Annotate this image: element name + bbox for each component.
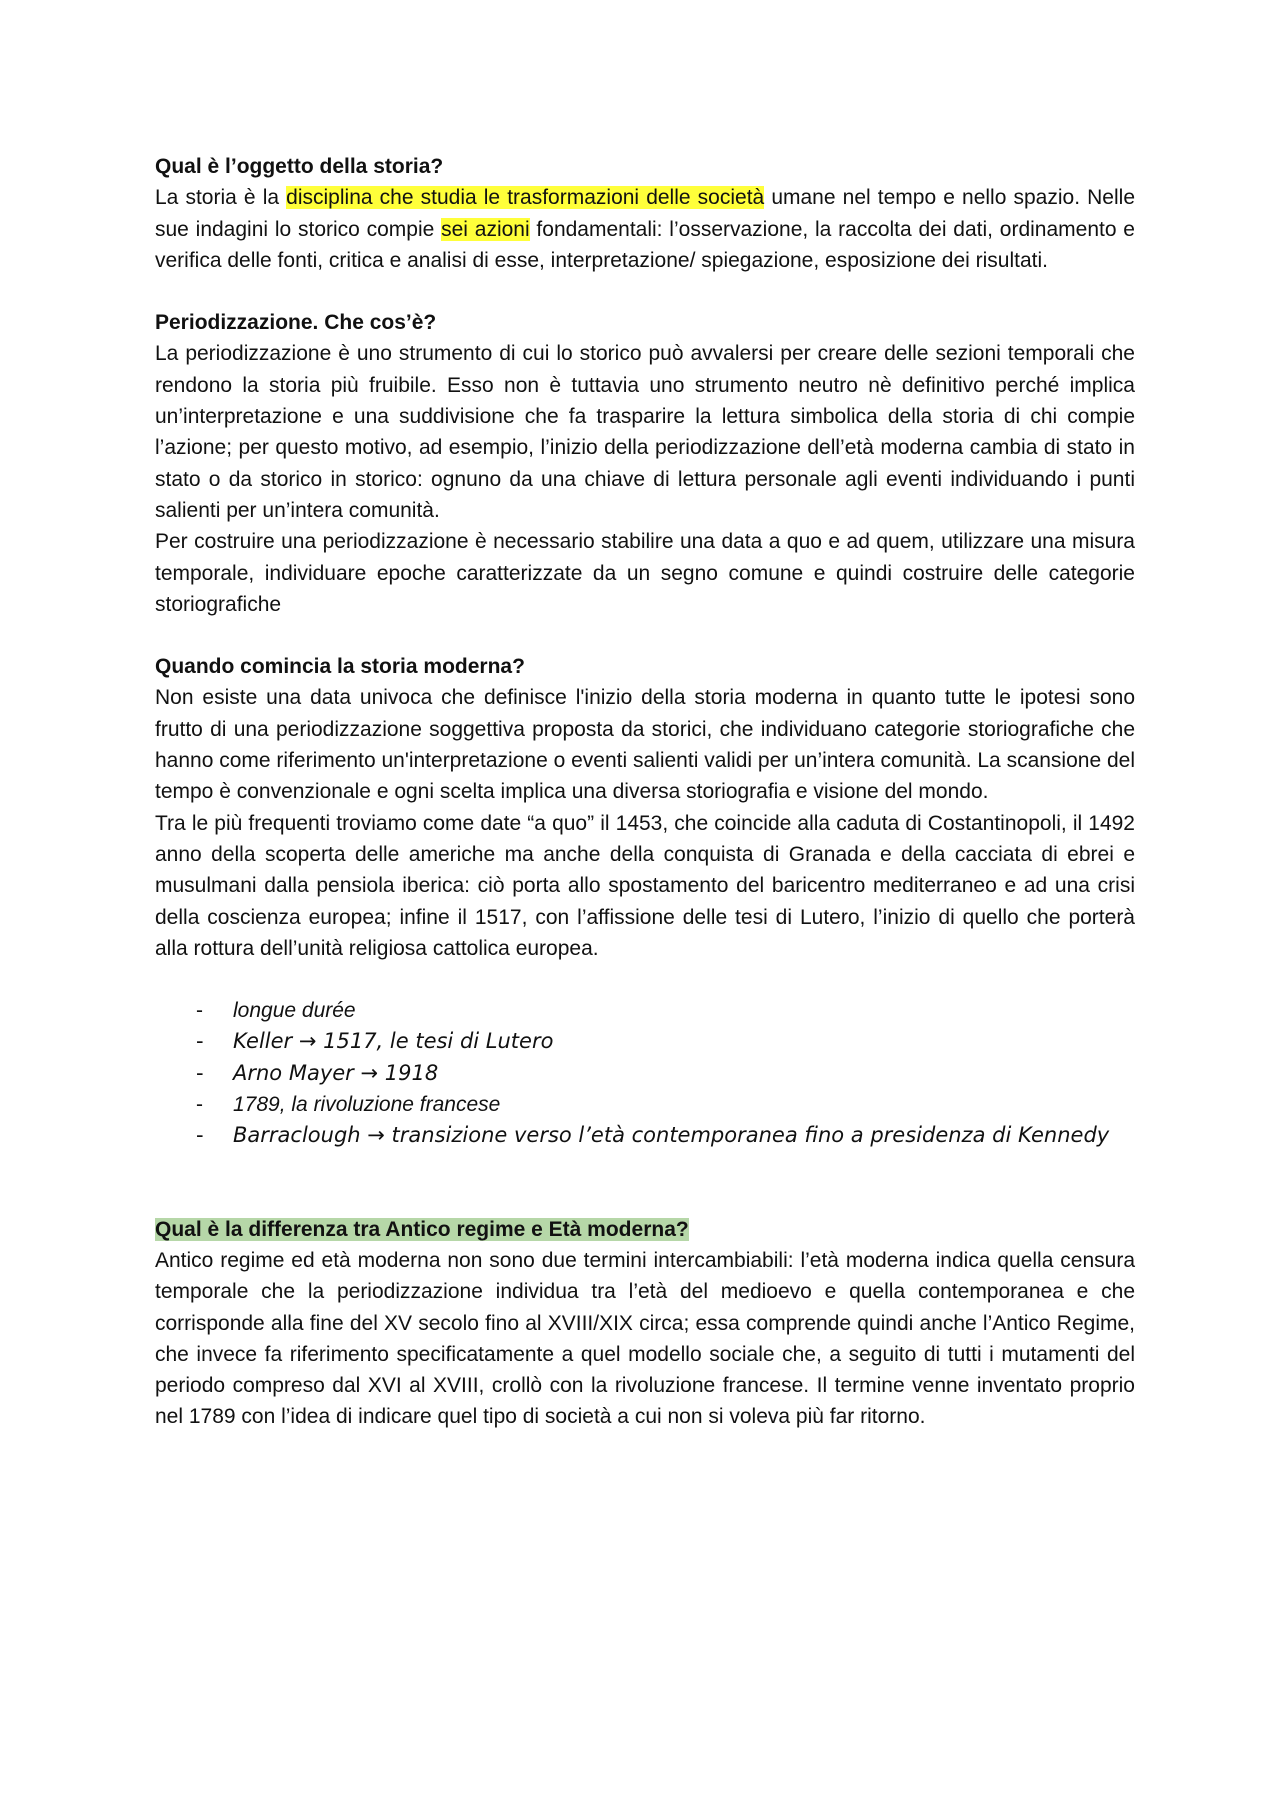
- list-item: - longue durée: [233, 995, 1135, 1026]
- list-item: - Barraclough → transizione verso l’età contemporanea fino a presidenza di Kennedy: [233, 1120, 1135, 1151]
- section-heading-oggetto-storia: Qual è l’oggetto della storia?: [155, 155, 444, 178]
- document-page: [155, 151, 1135, 1433]
- text-run: umane nel tempo e nello spazio. Nelle sue indagini lo storico compie: [155, 186, 1135, 241]
- section-heading-periodizzazione: Periodizzazione. Che cos’è?: [155, 311, 437, 335]
- highlight-disciplina: disciplina che studia le trasformazioni delle società: [286, 186, 765, 210]
- paragraph-periodizzazione-1: La periodizzazione è uno strumento di cui lo storico può avvalersi per creare delle sezioni temporali che rendono la storia più fruibile. Esso non è tuttavia uno strumento neutro nè definitivo perché implica un’interpretazione e una suddivisione che fa trasparire la lettura simbolica della storia di chi compie l’azione; per questo motivo, ad esempio, l’inizio della periodizzazione dell’età moderna cambia di stato in stato o da storico in storico: ognuno da una chiave di lettura personale agli eventi individuando i punti salienti per un’intera comunità.: [155, 342, 1135, 522]
- list-item: - Arno Mayer → 1918: [233, 1058, 1135, 1089]
- text-run: La storia è la: [155, 186, 287, 210]
- text-run: fondamentali: l’osservazione, la raccolta dei dati, ordinamento e verifica delle fonti, critica e analisi di esse, interpretazione/ spiegazione, esposizione dei risultati.: [155, 217, 1135, 272]
- paragraph-antico-regime: Antico regime ed età moderna non sono due termini intercambiabili: l’età moderna indica quella censura temporale che la periodizzazione individua tra l’età del medioevo e quella contemporanea e che corrisponde alla fine del XV secolo fino al XVIII/XIX circa; essa comprende quindi anche l’Antico Regime, che invece fa riferimento specificatamente a quel modello sociale che, a seguito di tutti i mutamenti del periodo compreso dal XVI al XVIII, crollò con la rivoluzione francese. Il termine venne inventato proprio nel 1789 con l’idea di indicare quel tipo di società a cui non si voleva più far ritorno.: [155, 1248, 1135, 1429]
- paragraph-oggetto-storia: [155, 182, 1135, 276]
- highlight-heading-antico-regime: Qual è la differenza tra Antico regime e Età moderna?: [155, 1217, 689, 1241]
- paragraph-periodizzazione-2: Per costruire una periodizzazione è necessario stabilire una data a quo e ad quem, utilizzare una misura temporale, individuare epoche caratterizzate da un segno comune e quindi costruire delle categorie storiografiche: [155, 530, 1135, 616]
- paragraph-storia-moderna-1: Non esiste una data univoca che definisce l'inizio della storia moderna in quanto tutte le ipotesi sono frutto di una periodizzazione soggettiva proposta da storici, che individuano categorie storiografiche che hanno come riferimento un'interpretazione o eventi salienti validi per un’intera comunità. La scansione del tempo è convenzionale e ogni scelta implica una diversa storiografia e visione del mondo.: [155, 686, 1135, 804]
- paragraph-storia-moderna-2: Tra le più frequenti troviamo come date “a quo” il 1453, che coincide alla caduta di Costantinopoli, il 1492 anno della scoperta delle americhe ma anche della conquista di Granada e della cacciata di ebrei e musulmani dalla pensiola iberica: ciò porta allo spostamento del baricentro mediterraneo e ad una crisi della coscienza europea; infine il 1517, con l’affissione delle tesi di Lutero, l’inizio di quello che porterà alla rottura dell’unità religiosa cattolica europea.: [155, 811, 1135, 960]
- section-heading-antico-regime: [155, 1214, 1135, 1245]
- list-item: - Keller → 1517, le tesi di Lutero: [233, 1026, 1135, 1057]
- periodization-list: [155, 995, 1135, 1151]
- highlight-sei-azioni: sei azioni: [441, 217, 530, 241]
- list-item: - 1789, la rivoluzione francese: [233, 1089, 1135, 1120]
- section-heading-storia-moderna: Quando comincia la storia moderna?: [155, 655, 525, 679]
